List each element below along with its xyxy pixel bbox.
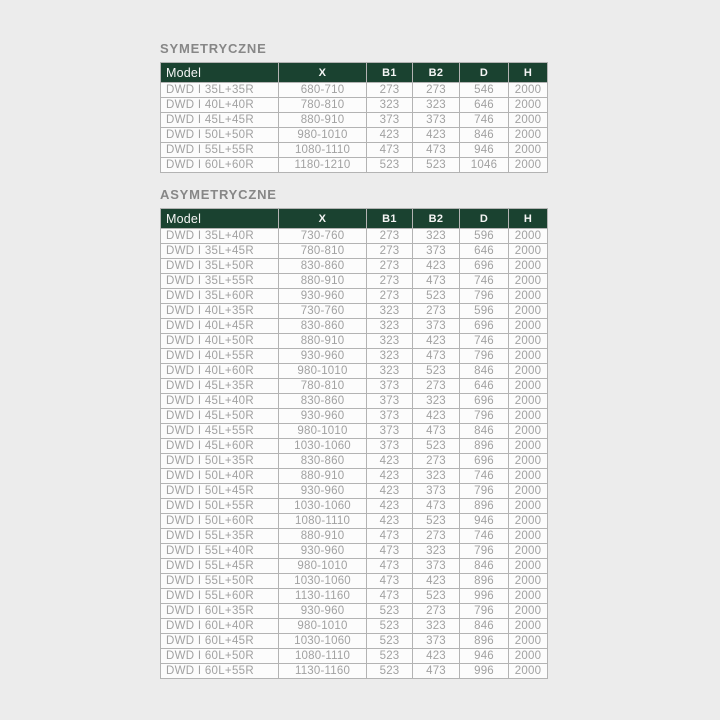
table-row	[161, 364, 548, 379]
model-cell: DWD I 50L+50R	[161, 128, 279, 143]
value-cell: 2000	[509, 484, 548, 499]
value-cell: 796	[460, 349, 509, 364]
model-cell: DWD I 60L+50R	[161, 649, 279, 664]
model-cell: DWD I 50L+40R	[161, 469, 279, 484]
value-cell: 523	[367, 634, 413, 649]
table-row	[161, 514, 548, 529]
model-cell: DWD I 50L+60R	[161, 514, 279, 529]
value-cell: 2000	[509, 364, 548, 379]
value-cell: 273	[367, 229, 413, 244]
table-row	[161, 158, 548, 173]
section-symetryczne	[160, 41, 547, 173]
value-cell: 473	[367, 589, 413, 604]
model-cell: DWD I 40L+35R	[161, 304, 279, 319]
value-cell: 373	[413, 244, 460, 259]
table-row	[161, 98, 548, 113]
value-cell: 2000	[509, 439, 548, 454]
model-cell: DWD I 45L+40R	[161, 394, 279, 409]
model-cell: DWD I 35L+60R	[161, 289, 279, 304]
value-cell: 880-910	[279, 529, 367, 544]
value-cell: 423	[413, 259, 460, 274]
value-cell: 523	[367, 158, 413, 173]
value-cell: 523	[367, 664, 413, 679]
value-cell: 1080-1110	[279, 514, 367, 529]
table-row	[161, 259, 548, 274]
value-cell: 323	[367, 319, 413, 334]
col-header-d: D	[460, 209, 509, 229]
value-cell: 980-1010	[279, 128, 367, 143]
model-cell: DWD I 45L+60R	[161, 439, 279, 454]
value-cell: 796	[460, 409, 509, 424]
model-cell: DWD I 40L+60R	[161, 364, 279, 379]
table-row	[161, 469, 548, 484]
model-cell: DWD I 60L+40R	[161, 619, 279, 634]
value-cell: 1180-1210	[279, 158, 367, 173]
value-cell: 373	[367, 394, 413, 409]
value-cell: 2000	[509, 289, 548, 304]
value-cell: 846	[460, 559, 509, 574]
table-row	[161, 634, 548, 649]
table-row	[161, 274, 548, 289]
value-cell: 2000	[509, 604, 548, 619]
table-row	[161, 439, 548, 454]
value-cell: 2000	[509, 229, 548, 244]
value-cell: 523	[413, 289, 460, 304]
value-cell: 930-960	[279, 349, 367, 364]
asymetryczne-table	[160, 208, 548, 679]
value-cell: 2000	[509, 244, 548, 259]
value-cell: 830-860	[279, 259, 367, 274]
table-row	[161, 409, 548, 424]
value-cell: 2000	[509, 589, 548, 604]
value-cell: 273	[367, 259, 413, 274]
table-row	[161, 619, 548, 634]
table-row	[161, 589, 548, 604]
table-row	[161, 559, 548, 574]
value-cell: 1030-1060	[279, 634, 367, 649]
value-cell: 930-960	[279, 484, 367, 499]
value-cell: 473	[413, 424, 460, 439]
value-cell: 880-910	[279, 274, 367, 289]
model-cell: DWD I 35L+50R	[161, 259, 279, 274]
model-cell: DWD I 40L+40R	[161, 98, 279, 113]
value-cell: 2000	[509, 649, 548, 664]
model-cell: DWD I 60L+60R	[161, 158, 279, 173]
value-cell: 2000	[509, 334, 548, 349]
value-cell: 323	[367, 304, 413, 319]
value-cell: 830-860	[279, 319, 367, 334]
value-cell: 746	[460, 334, 509, 349]
value-cell: 2000	[509, 113, 548, 128]
model-cell: DWD I 55L+40R	[161, 544, 279, 559]
model-cell: DWD I 50L+35R	[161, 454, 279, 469]
table-row	[161, 334, 548, 349]
value-cell: 423	[367, 499, 413, 514]
model-cell: DWD I 40L+45R	[161, 319, 279, 334]
value-cell: 523	[413, 364, 460, 379]
value-cell: 373	[367, 379, 413, 394]
value-cell: 423	[413, 574, 460, 589]
value-cell: 996	[460, 589, 509, 604]
table-row	[161, 289, 548, 304]
col-header-h: H	[509, 209, 548, 229]
value-cell: 2000	[509, 634, 548, 649]
table-body-asymetryczne	[161, 229, 548, 679]
value-cell: 946	[460, 514, 509, 529]
value-cell: 323	[367, 364, 413, 379]
model-cell: DWD I 40L+50R	[161, 334, 279, 349]
value-cell: 2000	[509, 559, 548, 574]
value-cell: 273	[413, 529, 460, 544]
value-cell: 473	[413, 349, 460, 364]
value-cell: 1030-1060	[279, 439, 367, 454]
value-cell: 373	[367, 113, 413, 128]
value-cell: 2000	[509, 158, 548, 173]
value-cell: 373	[413, 484, 460, 499]
value-cell: 846	[460, 364, 509, 379]
table-row	[161, 83, 548, 98]
value-cell: 880-910	[279, 334, 367, 349]
value-cell: 423	[413, 649, 460, 664]
col-header-b1: B1	[367, 209, 413, 229]
col-header-model: Model	[161, 209, 279, 229]
value-cell: 323	[413, 229, 460, 244]
value-cell: 273	[413, 379, 460, 394]
value-cell: 2000	[509, 574, 548, 589]
value-cell: 323	[367, 334, 413, 349]
value-cell: 780-810	[279, 244, 367, 259]
section-title-symetryczne: SYMETRYCZNE	[160, 41, 267, 56]
table-row	[161, 319, 548, 334]
value-cell: 796	[460, 289, 509, 304]
value-cell: 746	[460, 274, 509, 289]
table-row	[161, 604, 548, 619]
value-cell: 1130-1160	[279, 589, 367, 604]
value-cell: 2000	[509, 319, 548, 334]
col-header-h: H	[509, 63, 548, 83]
model-cell: DWD I 35L+55R	[161, 274, 279, 289]
value-cell: 523	[367, 649, 413, 664]
value-cell: 830-860	[279, 394, 367, 409]
table-row	[161, 544, 548, 559]
value-cell: 323	[413, 619, 460, 634]
value-cell: 896	[460, 499, 509, 514]
value-cell: 796	[460, 544, 509, 559]
model-cell: DWD I 50L+55R	[161, 499, 279, 514]
value-cell: 323	[413, 394, 460, 409]
value-cell: 373	[367, 409, 413, 424]
value-cell: 423	[413, 128, 460, 143]
value-cell: 1030-1060	[279, 574, 367, 589]
model-cell: DWD I 60L+35R	[161, 604, 279, 619]
value-cell: 896	[460, 439, 509, 454]
value-cell: 373	[413, 559, 460, 574]
value-cell: 2000	[509, 409, 548, 424]
value-cell: 646	[460, 98, 509, 113]
value-cell: 980-1010	[279, 619, 367, 634]
value-cell: 423	[413, 334, 460, 349]
table-row	[161, 304, 548, 319]
value-cell: 2000	[509, 128, 548, 143]
value-cell: 696	[460, 319, 509, 334]
value-cell: 696	[460, 394, 509, 409]
value-cell: 1030-1060	[279, 499, 367, 514]
value-cell: 323	[413, 98, 460, 113]
col-header-x: X	[279, 63, 367, 83]
value-cell: 2000	[509, 664, 548, 679]
value-cell: 1130-1160	[279, 664, 367, 679]
value-cell: 896	[460, 574, 509, 589]
value-cell: 2000	[509, 544, 548, 559]
model-cell: DWD I 55L+50R	[161, 574, 279, 589]
model-cell: DWD I 60L+55R	[161, 664, 279, 679]
col-header-d: D	[460, 63, 509, 83]
value-cell: 546	[460, 83, 509, 98]
model-cell: DWD I 55L+60R	[161, 589, 279, 604]
value-cell: 946	[460, 649, 509, 664]
section-asymetryczne	[160, 187, 547, 679]
value-cell: 896	[460, 634, 509, 649]
value-cell: 746	[460, 113, 509, 128]
value-cell: 730-760	[279, 304, 367, 319]
value-cell: 2000	[509, 304, 548, 319]
value-cell: 930-960	[279, 409, 367, 424]
model-cell: DWD I 35L+40R	[161, 229, 279, 244]
value-cell: 323	[367, 349, 413, 364]
value-cell: 2000	[509, 274, 548, 289]
value-cell: 980-1010	[279, 424, 367, 439]
model-cell: DWD I 55L+35R	[161, 529, 279, 544]
value-cell: 2000	[509, 259, 548, 274]
value-cell: 473	[367, 559, 413, 574]
value-cell: 373	[413, 113, 460, 128]
table-row	[161, 574, 548, 589]
value-cell: 523	[413, 158, 460, 173]
value-cell: 996	[460, 664, 509, 679]
col-header-b2: B2	[413, 63, 460, 83]
value-cell: 2000	[509, 514, 548, 529]
value-cell: 273	[413, 304, 460, 319]
value-cell: 696	[460, 454, 509, 469]
value-cell: 2000	[509, 619, 548, 634]
section-title-asymetryczne: ASYMETRYCZNE	[160, 187, 277, 202]
model-cell: DWD I 45L+45R	[161, 113, 279, 128]
table-row	[161, 113, 548, 128]
value-cell: 2000	[509, 83, 548, 98]
value-cell: 1080-1110	[279, 143, 367, 158]
value-cell: 2000	[509, 529, 548, 544]
model-cell: DWD I 55L+55R	[161, 143, 279, 158]
value-cell: 846	[460, 128, 509, 143]
value-cell: 2000	[509, 379, 548, 394]
value-cell: 2000	[509, 454, 548, 469]
value-cell: 523	[413, 439, 460, 454]
model-cell: DWD I 60L+45R	[161, 634, 279, 649]
value-cell: 1080-1110	[279, 649, 367, 664]
value-cell: 373	[367, 439, 413, 454]
col-header-b1: B1	[367, 63, 413, 83]
value-cell: 473	[413, 274, 460, 289]
value-cell: 2000	[509, 98, 548, 113]
value-cell: 746	[460, 529, 509, 544]
value-cell: 2000	[509, 499, 548, 514]
value-cell: 323	[413, 544, 460, 559]
value-cell: 423	[367, 454, 413, 469]
value-cell: 646	[460, 244, 509, 259]
value-cell: 2000	[509, 394, 548, 409]
value-cell: 523	[367, 619, 413, 634]
value-cell: 746	[460, 469, 509, 484]
model-cell: DWD I 50L+45R	[161, 484, 279, 499]
value-cell: 596	[460, 304, 509, 319]
value-cell: 323	[413, 469, 460, 484]
value-cell: 273	[413, 604, 460, 619]
value-cell: 880-910	[279, 469, 367, 484]
value-cell: 946	[460, 143, 509, 158]
value-cell: 273	[413, 454, 460, 469]
table-row	[161, 143, 548, 158]
value-cell: 423	[367, 469, 413, 484]
value-cell: 796	[460, 604, 509, 619]
table-row	[161, 484, 548, 499]
model-cell: DWD I 45L+35R	[161, 379, 279, 394]
value-cell: 423	[367, 484, 413, 499]
value-cell: 373	[413, 319, 460, 334]
value-cell: 880-910	[279, 113, 367, 128]
value-cell: 523	[413, 514, 460, 529]
value-cell: 473	[367, 143, 413, 158]
value-cell: 980-1010	[279, 559, 367, 574]
value-cell: 796	[460, 484, 509, 499]
table-row	[161, 244, 548, 259]
model-cell: DWD I 55L+45R	[161, 559, 279, 574]
value-cell: 780-810	[279, 98, 367, 113]
table-body-symetryczne	[161, 83, 548, 173]
value-cell: 273	[367, 274, 413, 289]
table-row	[161, 649, 548, 664]
value-cell: 273	[367, 83, 413, 98]
col-header-x: X	[279, 209, 367, 229]
model-cell: DWD I 35L+45R	[161, 244, 279, 259]
value-cell: 680-710	[279, 83, 367, 98]
table-row	[161, 529, 548, 544]
table-row	[161, 349, 548, 364]
value-cell: 646	[460, 379, 509, 394]
value-cell: 980-1010	[279, 364, 367, 379]
value-cell: 2000	[509, 143, 548, 158]
value-cell: 523	[413, 589, 460, 604]
table-row	[161, 454, 548, 469]
value-cell: 780-810	[279, 379, 367, 394]
value-cell: 1046	[460, 158, 509, 173]
header-row	[161, 209, 548, 229]
value-cell: 830-860	[279, 454, 367, 469]
col-header-b2: B2	[413, 209, 460, 229]
value-cell: 2000	[509, 424, 548, 439]
table-row	[161, 424, 548, 439]
col-header-model: Model	[161, 63, 279, 83]
value-cell: 323	[367, 98, 413, 113]
value-cell: 846	[460, 619, 509, 634]
table-row	[161, 394, 548, 409]
value-cell: 423	[367, 514, 413, 529]
value-cell: 273	[367, 244, 413, 259]
table-row	[161, 379, 548, 394]
model-cell: DWD I 45L+50R	[161, 409, 279, 424]
value-cell: 2000	[509, 349, 548, 364]
table-row	[161, 128, 548, 143]
value-cell: 846	[460, 424, 509, 439]
model-cell: DWD I 35L+35R	[161, 83, 279, 98]
value-cell: 473	[413, 143, 460, 158]
header-row	[161, 63, 548, 83]
value-cell: 473	[367, 574, 413, 589]
value-cell: 596	[460, 229, 509, 244]
value-cell: 373	[367, 424, 413, 439]
value-cell: 473	[367, 544, 413, 559]
value-cell: 523	[367, 604, 413, 619]
value-cell: 930-960	[279, 289, 367, 304]
value-cell: 473	[367, 529, 413, 544]
value-cell: 423	[367, 128, 413, 143]
spec-sheet	[160, 41, 547, 679]
value-cell: 273	[413, 83, 460, 98]
model-cell: DWD I 40L+55R	[161, 349, 279, 364]
symetryczne-table	[160, 62, 548, 173]
value-cell: 473	[413, 499, 460, 514]
model-cell: DWD I 45L+55R	[161, 424, 279, 439]
table-row	[161, 499, 548, 514]
value-cell: 2000	[509, 469, 548, 484]
table-row	[161, 229, 548, 244]
value-cell: 696	[460, 259, 509, 274]
value-cell: 473	[413, 664, 460, 679]
table-row	[161, 664, 548, 679]
value-cell: 730-760	[279, 229, 367, 244]
value-cell: 273	[367, 289, 413, 304]
value-cell: 930-960	[279, 544, 367, 559]
value-cell: 930-960	[279, 604, 367, 619]
value-cell: 423	[413, 409, 460, 424]
value-cell: 373	[413, 634, 460, 649]
